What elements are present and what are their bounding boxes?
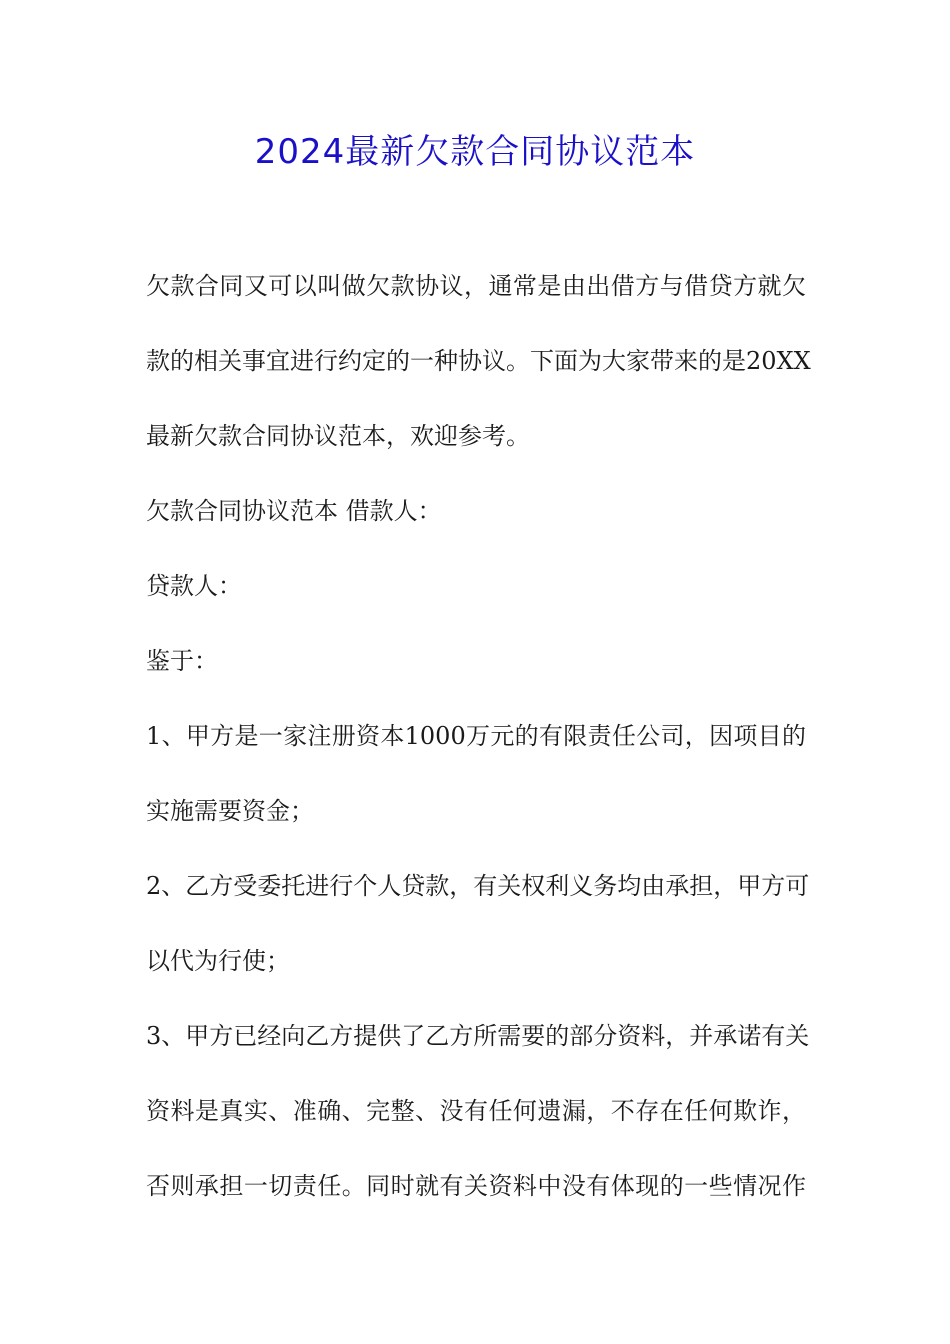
paragraph-line: 最新欠款合同协议范本，欢迎参考。 [146,422,530,450]
paragraph-line: 以代为行使； [146,947,290,975]
paragraph-line: 2、乙方受委托进行个人贷款，有关权利义务均由承担，甲方可 [146,872,810,900]
document-title: 2024最新欠款合同协议范本 [254,132,696,172]
paragraph-line: 1、甲方是一家注册资本1000万元的有限责任公司，因项目的 [146,722,806,750]
paragraph-line: 欠款合同协议范本 借款人： [146,497,442,525]
paragraph-line: 3、甲方已经向乙方提供了乙方所需要的部分资料，并承诺有关 [146,1022,810,1050]
paragraph-line: 实施需要资金； [146,797,314,825]
paragraph-line: 欠款合同又可以叫做欠款协议，通常是由出借方与借贷方就欠 [146,272,806,300]
paragraph-line: 贷款人： [146,572,242,600]
paragraph-line: 款的相关事宜进行约定的一种协议。下面为大家带来的是20XX [146,347,811,375]
paragraph-line: 否则承担一切责任。同时就有关资料中没有体现的一些情况作 [146,1172,806,1200]
paragraph-line: 资料是真实、准确、完整、没有任何遗漏，不存在任何欺诈， [146,1097,806,1125]
paragraph-line: 鉴于： [146,647,218,675]
